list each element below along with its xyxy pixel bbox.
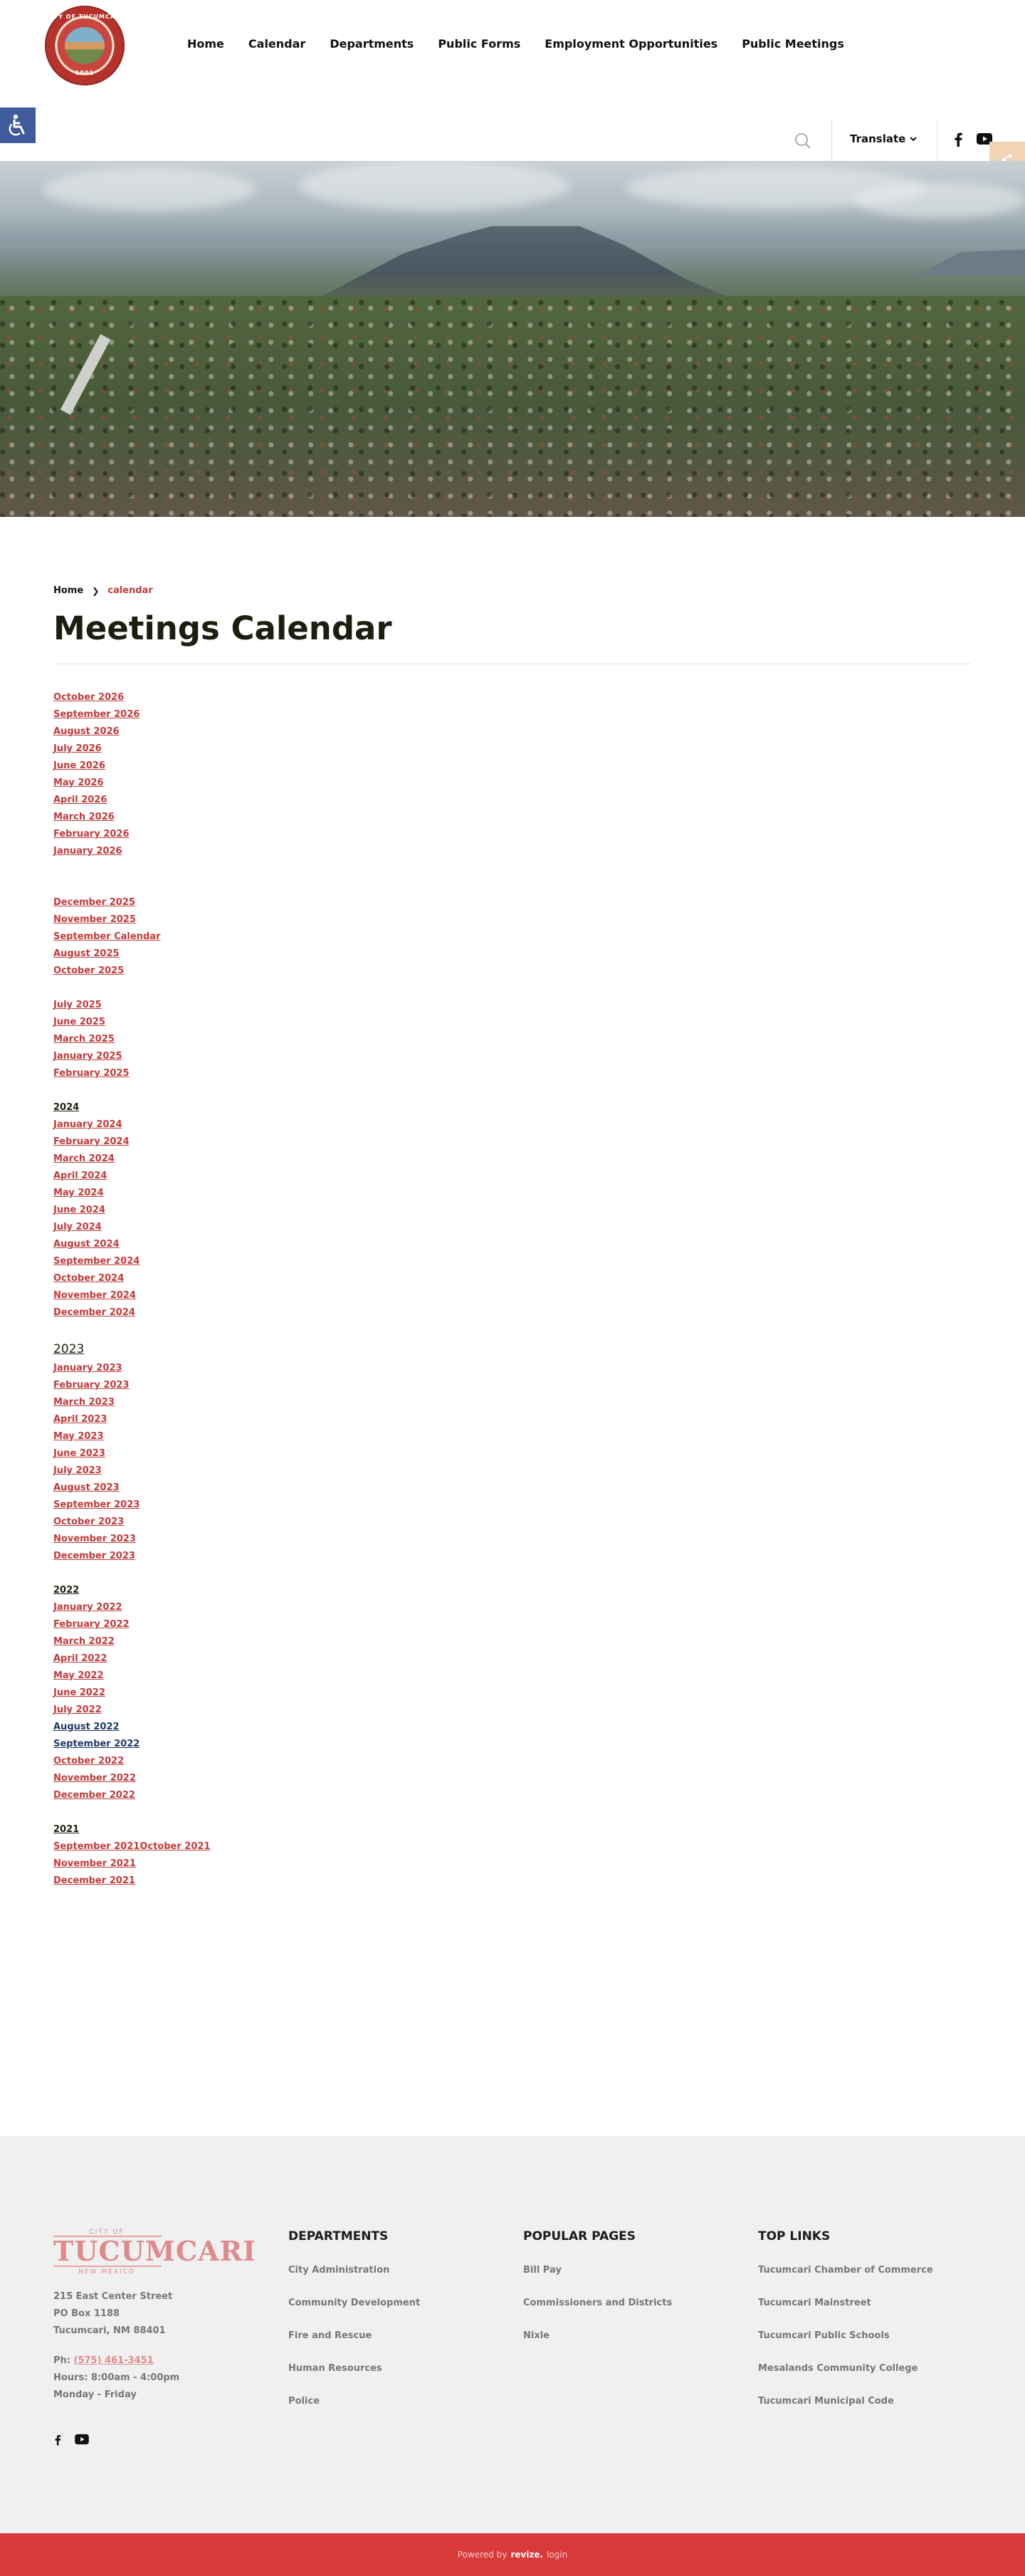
page-title: Meetings Calendar — [53, 609, 392, 647]
calendar-link[interactable]: October 2026 — [53, 692, 125, 703]
calendar-link[interactable]: March 2023 — [53, 1397, 115, 1408]
calendar-link[interactable]: May 2023 — [53, 1431, 104, 1442]
footer-departments — [288, 2229, 420, 2429]
calendar-link[interactable]: April 2024 — [53, 1171, 107, 1181]
calendar-link[interactable]: November 2021 — [53, 1858, 136, 1869]
footer-link[interactable]: Tucumcari Public Schools — [758, 2330, 890, 2341]
address-line: Tucumcari, NM 88401 — [53, 2325, 166, 2336]
facebook-link[interactable] — [53, 2434, 62, 2449]
calendar-link[interactable]: August 2022 — [53, 1722, 120, 1732]
footer-link[interactable]: Human Resources — [288, 2363, 382, 2374]
footer-heading: DEPARTMENTS — [288, 2229, 389, 2243]
calendar-link[interactable]: May 2026 — [53, 777, 104, 788]
calendar-link-row — [53, 1838, 480, 1855]
footer-top-links — [758, 2229, 933, 2429]
breadcrumb — [53, 585, 153, 596]
footer-link[interactable]: Community Development — [288, 2298, 421, 2308]
footer-logo[interactable] — [53, 2229, 256, 2276]
spacer — [53, 860, 480, 894]
calendar-link[interactable]: February 2023 — [53, 1380, 130, 1391]
calendar-link[interactable]: May 2022 — [53, 1670, 104, 1681]
spacer — [53, 1082, 480, 1099]
phone-line — [53, 2352, 179, 2370]
logo-emblem — [65, 27, 105, 64]
spacer — [53, 1321, 480, 1339]
calendar-link[interactable]: March 2026 — [53, 812, 115, 822]
calendar-link[interactable]: December 2022 — [53, 1790, 135, 1801]
login-link[interactable]: login — [547, 2550, 568, 2560]
calendar-link[interactable]: November 2022 — [53, 1773, 136, 1784]
calendar-link[interactable]: January 2023 — [53, 1363, 122, 1373]
year-heading: 2022 — [53, 1585, 80, 1596]
address-line: PO Box 1188 — [53, 2308, 120, 2319]
calendar-link[interactable]: September 2024 — [53, 1256, 140, 1267]
calendar-link[interactable]: November 2024 — [53, 1290, 136, 1301]
calendar-link[interactable]: February 2022 — [53, 1619, 130, 1630]
nav-public-forms[interactable]: Public Forms — [438, 37, 521, 51]
calendar-link[interactable]: October 2022 — [53, 1756, 125, 1766]
footer-logo-state: NEW MEXICO — [78, 2268, 135, 2276]
calendar-link[interactable]: April 2023 — [53, 1414, 107, 1425]
translate-dropdown[interactable] — [850, 132, 917, 145]
breadcrumb-home[interactable]: Home — [53, 585, 84, 596]
footer-social — [53, 2434, 89, 2449]
footer-link[interactable]: Nixle — [523, 2330, 550, 2341]
footer-heading: POPULAR PAGES — [523, 2229, 636, 2243]
calendar-link[interactable]: October 2023 — [53, 1517, 125, 1527]
calendar-link[interactable]: August 2025 — [53, 948, 120, 959]
calendar-link[interactable]: January 2026 — [53, 846, 122, 857]
calendar-link[interactable]: September 2021 — [53, 1841, 140, 1852]
site-header — [0, 0, 1025, 161]
calendar-link[interactable]: September 2026 — [53, 709, 140, 720]
far-mesa-landform — [918, 246, 1025, 275]
calendar-link[interactable]: July 2025 — [53, 1000, 102, 1010]
calendar-link[interactable]: September Calendar — [53, 931, 161, 942]
chevron-right-icon: ❯ — [92, 585, 100, 596]
main-nav — [187, 37, 868, 51]
calendar-link[interactable]: July 2026 — [53, 743, 102, 754]
year-heading: 2024 — [53, 1102, 80, 1113]
cloud-shape — [43, 168, 256, 211]
translate-label: Translate — [850, 132, 906, 145]
year-heading: 2021 — [53, 1824, 80, 1835]
calendar-link[interactable]: February 2026 — [53, 829, 130, 839]
phone-link[interactable]: (575) 461-3451 — [73, 2355, 154, 2366]
hours-line: Hours: 8:00am - 4:00pm — [53, 2372, 180, 2383]
footer-address — [53, 2288, 172, 2340]
calendar-link[interactable]: January 2024 — [53, 1119, 122, 1130]
footer-logo-wordmark: TUCUMCARI — [53, 2235, 256, 2267]
logo-year-text: 1901 — [75, 70, 95, 76]
youtube-link[interactable] — [75, 2434, 89, 2449]
calendar-link[interactable]: August 2024 — [53, 1239, 120, 1250]
calendar-link[interactable]: January 2025 — [53, 1051, 122, 1062]
nav-employment[interactable]: Employment Opportunities — [545, 37, 718, 51]
footer-contact — [53, 2352, 179, 2404]
footer-link[interactable]: Tucumcari Mainstreet — [758, 2298, 871, 2308]
calendar-link[interactable]: March 2024 — [53, 1153, 115, 1164]
youtube-icon — [75, 2434, 89, 2445]
calendar-link[interactable]: June 2024 — [53, 1205, 105, 1215]
calendar-link[interactable]: June 2022 — [53, 1687, 105, 1698]
nav-departments[interactable]: Departments — [330, 37, 414, 51]
town-landscape — [0, 296, 1025, 517]
calendar-link[interactable]: June 2026 — [53, 760, 105, 771]
calendar-link[interactable]: December 2024 — [53, 1307, 135, 1318]
calendar-link[interactable]: March 2025 — [53, 1034, 115, 1044]
nav-public-meetings[interactable]: Public Meetings — [742, 37, 844, 51]
calendar-link[interactable]: September 2023 — [53, 1499, 140, 1510]
phone-label: Ph: — [53, 2355, 70, 2366]
calendar-link[interactable]: January 2022 — [53, 1602, 122, 1613]
logo-top-text: CITY OF TUCUMCARI — [46, 14, 124, 20]
footer-link[interactable]: Mesalands Community College — [758, 2363, 918, 2374]
address-line: 215 East Center Street — [53, 2291, 173, 2302]
calendar-link[interactable]: June 2025 — [53, 1017, 105, 1027]
footer-link[interactable]: Commissioners and Districts — [523, 2298, 673, 2308]
days-line: Monday - Friday — [53, 2389, 137, 2400]
footer-link[interactable]: City Administration — [288, 2265, 390, 2276]
calendar-link[interactable]: October 2021 — [140, 1841, 211, 1852]
calendar-link[interactable]: December 2025 — [53, 897, 135, 908]
footer-popular-pages — [523, 2229, 672, 2363]
calendar-link[interactable]: October 2025 — [53, 965, 125, 976]
breadcrumb-current: calendar — [107, 585, 153, 596]
site-footer — [0, 2136, 1025, 2533]
calendar-link[interactable]: February 2025 — [53, 1068, 130, 1079]
footer-link[interactable]: Tucumcari Chamber of Commerce — [758, 2265, 933, 2276]
facebook-link[interactable] — [952, 132, 964, 150]
city-seal-logo[interactable] — [45, 6, 125, 85]
facebook-icon — [952, 132, 964, 147]
calendar-link[interactable]: July 2024 — [53, 1222, 102, 1232]
calendar-link[interactable]: December 2023 — [53, 1551, 135, 1561]
calendar-link[interactable]: July 2023 — [53, 1465, 102, 1476]
powered-by-text: Powered by — [457, 2550, 508, 2560]
cloud-shape — [299, 161, 569, 211]
calendar-link[interactable]: April 2022 — [53, 1653, 107, 1664]
search-button[interactable] — [789, 128, 817, 154]
nav-home[interactable]: Home — [187, 37, 224, 51]
mesa-landform — [306, 219, 747, 305]
calendar-link[interactable]: August 2026 — [53, 726, 120, 737]
calendar-link[interactable]: September 2022 — [53, 1739, 140, 1749]
calendar-list — [53, 689, 480, 1890]
cloud-shape — [854, 182, 1025, 218]
calendar-link[interactable]: March 2022 — [53, 1636, 115, 1647]
hero-image — [0, 161, 1025, 517]
chevron-down-icon — [910, 136, 917, 142]
spacer — [53, 980, 480, 997]
calendar-link[interactable]: July 2022 — [53, 1705, 102, 1715]
spacer — [53, 1565, 480, 1582]
nav-calendar[interactable]: Calendar — [248, 37, 306, 51]
footer-link[interactable]: Police — [288, 2396, 320, 2407]
facebook-icon — [53, 2434, 62, 2446]
calendar-link[interactable]: August 2023 — [53, 1482, 120, 1493]
footer-link[interactable]: Bill Pay — [523, 2265, 562, 2276]
calendar-link[interactable]: December 2021 — [53, 1875, 135, 1886]
header-divider — [831, 120, 832, 161]
footer-heading: TOP LINKS — [758, 2229, 831, 2243]
footer-link[interactable]: Fire and Rescue — [288, 2330, 372, 2341]
calendar-link[interactable]: November 2025 — [53, 914, 136, 925]
footer-link[interactable]: Tucumcari Municipal Code — [758, 2396, 894, 2407]
footer-bottom-bar — [0, 2533, 1025, 2576]
calendar-link[interactable]: May 2024 — [53, 1188, 104, 1198]
calendar-link[interactable]: November 2023 — [53, 1534, 136, 1544]
calendar-link[interactable]: June 2023 — [53, 1448, 105, 1459]
year-heading: 2023 — [53, 1342, 85, 1356]
calendar-link[interactable]: February 2024 — [53, 1136, 130, 1147]
calendar-link[interactable]: October 2024 — [53, 1273, 125, 1284]
revize-link[interactable]: revize. — [510, 2550, 543, 2560]
search-icon — [794, 132, 812, 150]
footer-logo-city-of: CITY OF — [89, 2229, 125, 2236]
calendar-link[interactable]: April 2026 — [53, 795, 107, 805]
spacer — [53, 1804, 480, 1821]
accessibility-button[interactable] — [0, 108, 36, 143]
accessibility-icon — [6, 113, 30, 137]
